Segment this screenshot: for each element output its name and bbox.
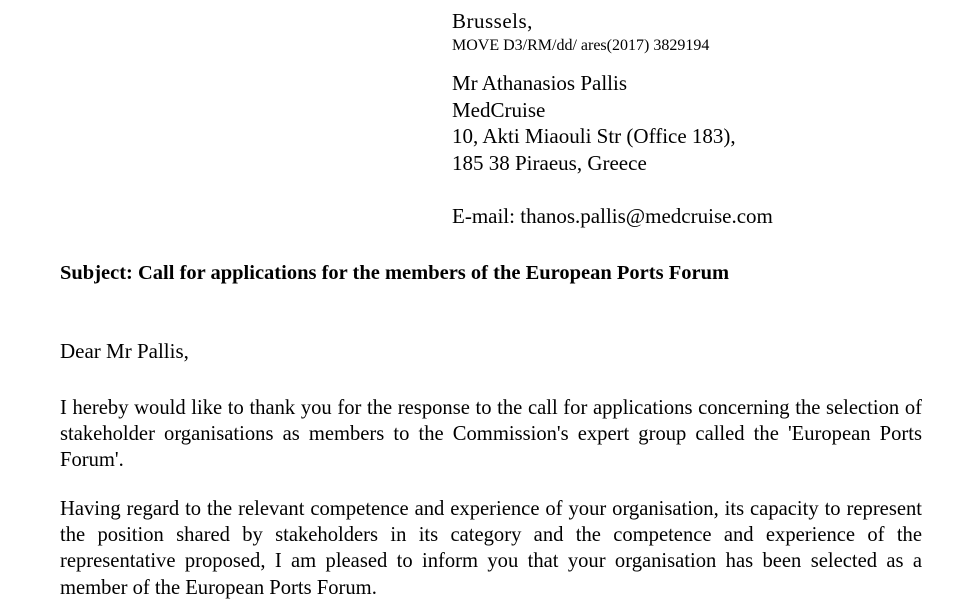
letter-header bbox=[452, 8, 932, 229]
recipient-organisation: MedCruise bbox=[452, 97, 546, 122]
recipient-name: Mr Athanasios Pallis bbox=[452, 71, 628, 95]
body-paragraph-2: Having regard to the relevant competence and experience of your organisation, its capacity to represent the position shared by stakeholders in its category and the competence and experience of the representative proposed, I am pleased to inform you that your organisation has been selected as a member of the European Ports Forum. bbox=[60, 498, 922, 599]
salutation: Dear Mr Pallis, bbox=[60, 339, 189, 363]
recipient-city: 185 38 Piraeus, Greece bbox=[452, 150, 647, 175]
recipient-email: E-mail: thanos.pallis@medcruise.com bbox=[452, 204, 773, 228]
recipient-address bbox=[452, 70, 932, 176]
recipient-street: 10, Akti Miaouli Str (Office 183), bbox=[452, 124, 736, 148]
place-line: Brussels, bbox=[452, 9, 533, 33]
reference-number: MOVE D3/RM/dd/ ares(2017) 3829194 bbox=[452, 37, 710, 54]
subject-line: Subject: Call for applications for the members of the European Ports Forum bbox=[60, 262, 730, 284]
body-paragraph-1: I hereby would like to thank you for the response to the call for applications concerning the selection of stakeholder organisations as members to the Commission's expert group called the 'European Ports Forum'. bbox=[60, 397, 922, 472]
